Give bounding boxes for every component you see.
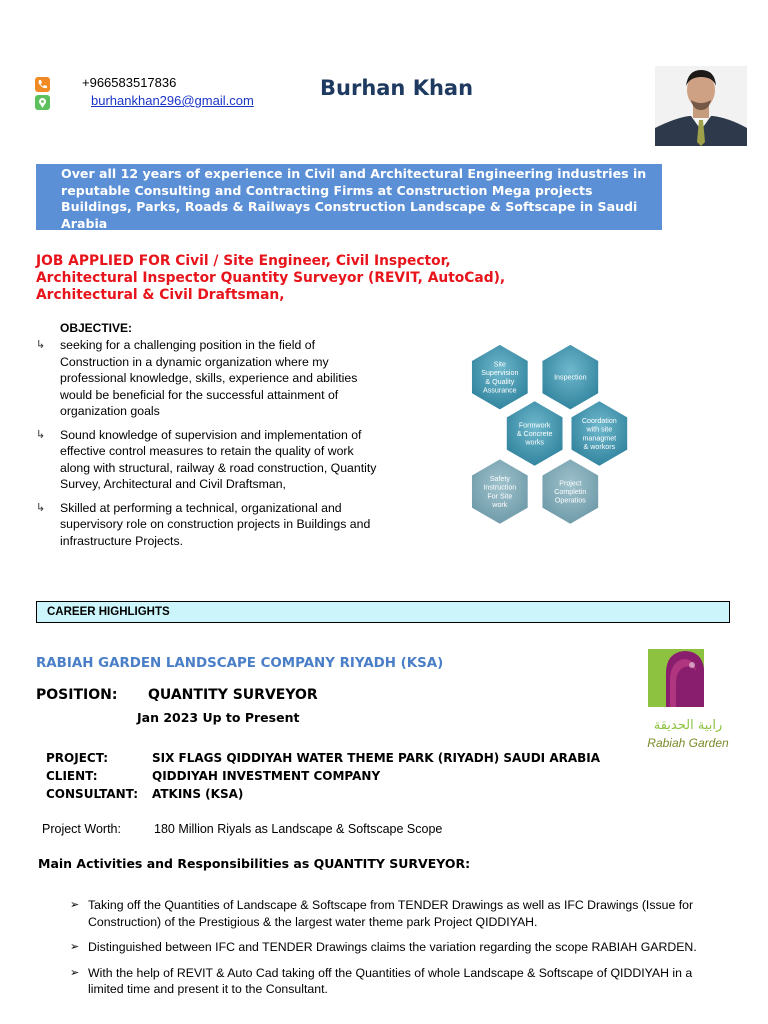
list-item: ↳ Skilled at performing a technical, organizational and supervisory role on construction projects in Buildings and infrastructure Projects. bbox=[36, 500, 371, 548]
list-item: ➢ Distinguished between IFC and TENDER Drawings claims the variation regarding the scope RABIAH GARDEN. bbox=[70, 940, 697, 954]
candidate-name: Burhan Khan bbox=[320, 76, 474, 100]
arrow-bullet-icon: ➢ bbox=[70, 966, 80, 979]
career-highlights-heading: CAREER HIGHLIGHTS bbox=[47, 606, 170, 618]
profile-photo bbox=[655, 66, 747, 146]
position-value: QUANTITY SURVEYOR bbox=[148, 687, 318, 703]
project-worth-label: Project Worth: bbox=[42, 822, 121, 836]
hexagon-label: & workors bbox=[583, 443, 616, 452]
responsibilities-list bbox=[70, 897, 730, 1007]
project-worth-value: 180 Million Riyals as Landscape & Softscape Scope bbox=[154, 822, 443, 836]
hexagon-label: Instruction bbox=[483, 483, 517, 492]
email-link[interactable]: burhankhan296@gmail.com bbox=[91, 93, 254, 108]
logo-arabic-text: رابية الحديقة bbox=[653, 718, 723, 733]
hexagon-formwork bbox=[506, 400, 563, 466]
list-item: ↳ Sound knowledge of supervision and implementation of effective control measures to retain the quality of work along with structural, railway & road construction, Quantity Survey, Architectural and Civil Draftsman, bbox=[36, 427, 377, 491]
hexagon-label: Site bbox=[493, 360, 506, 369]
rabiah-garden-logo bbox=[646, 643, 730, 753]
hexagon-label: & Quality bbox=[485, 377, 515, 386]
career-highlights-bar bbox=[36, 601, 730, 623]
company-name: RABIAH GARDEN LANDSCAPE COMPANY RIYADH (KSA) bbox=[36, 656, 444, 671]
location-icon bbox=[35, 95, 50, 110]
date-range: Jan 2023 Up to Present bbox=[137, 710, 300, 725]
consultant-label: CONSULTANT: bbox=[46, 787, 139, 801]
main-activities-heading: Main Activities and Responsibilities as QUANTITY SURVEYOR: bbox=[38, 856, 471, 871]
summary-banner bbox=[36, 164, 662, 230]
project-label: PROJECT: bbox=[46, 751, 109, 765]
hexagon-label: Inspection bbox=[554, 373, 587, 382]
hexagon-label: For Site bbox=[487, 492, 513, 501]
job-applied: JOB APPLIED FOR Civil / Site Engineer, Civil Inspector, Architectural Inspector Quantity Surveyor (REVIT, AutoCad), Architectural & Civil Draftsman, bbox=[36, 253, 506, 303]
arrow-bullet-icon: ➢ bbox=[70, 941, 80, 953]
hexagon-label: Assurance bbox=[482, 386, 517, 395]
phone-icon bbox=[35, 77, 50, 92]
skills-hexagon-diagram bbox=[465, 320, 635, 552]
client-value: QIDDIYAH INVESTMENT COMPANY bbox=[152, 769, 381, 783]
hexagon-label: Operatios bbox=[554, 496, 586, 505]
list-item: ➢ Taking off the Quantities of Landscape & Softscape from TENDER Drawings as well as IFC Drawings (Issue for Construction) of the Prestigious & the largest water theme park Project QIDDIYAH. bbox=[70, 898, 694, 929]
hexagon-label: managmet bbox=[582, 434, 617, 443]
hexagon-label: with site bbox=[586, 425, 613, 434]
objective-heading: OBJECTIVE: bbox=[60, 321, 133, 335]
hexagon-label: & Concrete bbox=[516, 430, 553, 438]
hexagon-label: works bbox=[525, 438, 544, 447]
arrow-bullet-icon: ↳ bbox=[36, 501, 46, 514]
hexagon-safety bbox=[471, 458, 528, 524]
arrow-bullet-icon: ↳ bbox=[36, 428, 46, 441]
arrow-bullet-icon: ↳ bbox=[36, 339, 46, 351]
hexagon-label: Completin bbox=[554, 488, 587, 497]
hexagon-site-supervision bbox=[471, 344, 528, 410]
hexagon-label: Coordation bbox=[581, 416, 617, 425]
hexagon-coordination bbox=[571, 400, 628, 466]
hexagon-label: Formwork bbox=[518, 421, 551, 430]
phone-number: +966583517836 bbox=[82, 75, 177, 90]
list-item: ➢ With the help of REVIT & Auto Cad taking off the Quantities of whole Landscape & Softscape of QIDDIYAH in a limited time and present it to the Consultant. bbox=[70, 965, 693, 996]
project-value: SIX FLAGS QIDDIYAH WATER THEME PARK (RIYADH) SAUDI ARABIA bbox=[152, 751, 601, 765]
summary-text: Over all 12 years of experience in Civil and Architectural Engineering industries in reputable Consulting and Contracting Firms at Construction Mega projects Buildings, Parks, Roads & Railways Construction Landscape & Softscape in Saudi Arabia bbox=[61, 166, 647, 231]
arrow-bullet-icon: ➢ bbox=[70, 899, 80, 911]
position-label: POSITION: bbox=[36, 687, 118, 703]
hexagon-label: work bbox=[492, 501, 508, 510]
hexagon-label: Supervision bbox=[481, 369, 519, 378]
logo-english-text: Rabiah Garden bbox=[647, 736, 729, 750]
list-item: ↳ seeking for a challenging position in the field of Construction in a dynamic organization where my professional knowledge, skills, experience and abilities would be beneficial for the successful attainment of organization goals bbox=[36, 338, 358, 418]
hexagon-project-completion bbox=[542, 458, 599, 524]
hexagon-inspection bbox=[542, 344, 599, 410]
consultant-value: ATKINS (KSA) bbox=[152, 787, 244, 801]
objective-list bbox=[36, 337, 381, 556]
client-label: CLIENT: bbox=[46, 769, 98, 783]
hexagon-label: Project bbox=[559, 479, 582, 488]
hexagon-label: Safety bbox=[489, 474, 510, 483]
